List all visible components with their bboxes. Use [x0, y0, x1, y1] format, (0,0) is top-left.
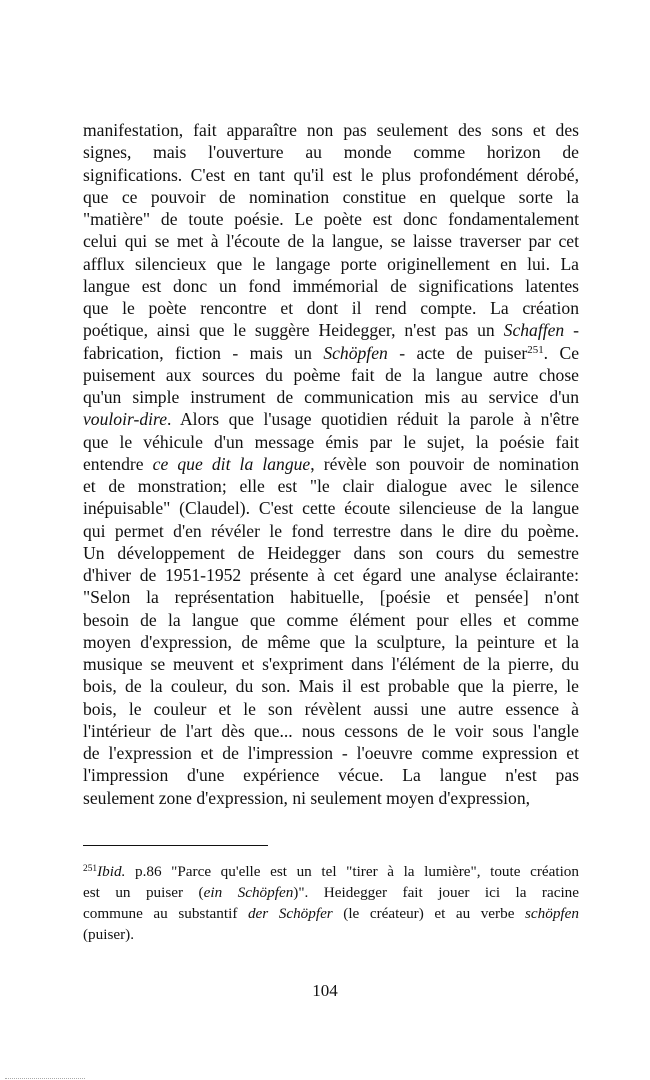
- text-line: [83, 319, 579, 341]
- text-run: musique se meuvent et s'expriment dans l'élément de la pierre, du: [83, 654, 579, 674]
- text-line: [83, 453, 579, 475]
- text-line: [83, 924, 579, 945]
- text-run: signes, mais l'ouverture au monde comme horizon de: [83, 142, 579, 163]
- text-run: langue est donc un fond immémorial de significations latentes: [83, 275, 579, 296]
- text-line: [83, 230, 579, 252]
- text-run: fabrication, fiction - mais un: [83, 342, 324, 363]
- text-run: inépuisable" (Claudel). C'est cette écoute silencieuse de la langue: [83, 498, 579, 519]
- text-run: commune au substantif: [83, 905, 248, 922]
- text-run: puisement aux sources du poème fait de la langue autre chose: [83, 364, 579, 385]
- text-run: seulement zone d'expression, ni seulement moyen d'expression,: [83, 787, 531, 808]
- text-line: [83, 861, 579, 882]
- text-run: - acte de puiser: [387, 342, 528, 363]
- text-run: bois, le couleur et le son révèlent aussi une autre essence à: [83, 698, 579, 719]
- text-run: -: [564, 320, 579, 341]
- italic-text: schöpfen: [525, 905, 579, 922]
- text-run: de l'expression et de l'impression - l'oeuvre comme expression et: [83, 743, 579, 763]
- text-line: [83, 698, 579, 720]
- italic-text: Schöpfen: [323, 342, 388, 363]
- text-line: [83, 342, 579, 364]
- text-run: besoin de la langue que comme élément pour elles et comme: [83, 609, 579, 630]
- text-line: [83, 764, 579, 786]
- page-number: 104: [312, 981, 338, 1000]
- text-run: . Alors que l'usage quotidien réduit la parole à n'être: [167, 409, 579, 430]
- footnote: [83, 861, 579, 945]
- text-line: [83, 475, 579, 497]
- text-run: "Selon la représentation habituelle, [poésie et pensée] n'ont: [83, 587, 579, 608]
- footnote-ref: 251: [527, 343, 544, 356]
- text-run: p.86 "Parce qu'elle est un tel "tirer à la lumière", toute création: [125, 863, 579, 880]
- text-line: [83, 903, 579, 924]
- text-line: [83, 564, 579, 586]
- text-line: [83, 253, 579, 275]
- text-run: Un développement de Heidegger dans son cours du semestre: [83, 542, 579, 563]
- text-line: [83, 609, 579, 631]
- text-run: d'hiver de 1951-1952 présente à cet égard une analyse éclairante:: [83, 565, 579, 585]
- text-line: [83, 520, 579, 542]
- italic-text: vouloir-dire: [83, 409, 168, 430]
- text-run: "matière" de toute poésie. Le poète est donc fondamentalement: [83, 209, 579, 229]
- text-run: bois, de la couleur, du son. Mais il est probable que la pierre, le: [83, 676, 579, 697]
- footnote-ref: 251: [83, 863, 98, 874]
- text-run: (le créateur) et au verbe: [332, 905, 525, 922]
- text-line: [83, 408, 579, 430]
- text-run: , révèle son pouvoir de nomination: [310, 453, 579, 474]
- text-run: que ce pouvoir de nomination constitue en quelque sorte la: [83, 186, 579, 207]
- text-line: [83, 141, 579, 163]
- text-line: [83, 742, 579, 764]
- text-line: [83, 364, 579, 386]
- text-line: [83, 720, 579, 742]
- text-run: significations. C'est en tant qu'il est le plus profondément dérobé,: [83, 164, 579, 185]
- text-run: que le poète rencontre et dont il rend compte. La création: [83, 298, 579, 318]
- text-line: [83, 586, 579, 608]
- text-line: [83, 119, 579, 141]
- body-text: [83, 119, 579, 809]
- text-line: [83, 275, 579, 297]
- text-line: [83, 542, 579, 564]
- text-line: [83, 675, 579, 697]
- text-line: [83, 164, 579, 186]
- text-run: )". Heidegger fait jouer ici la racine: [293, 884, 580, 901]
- text-line: [83, 297, 579, 319]
- text-line: [83, 431, 579, 453]
- text-run: que le véhicule d'un message émis par le sujet, la poésie fait: [83, 431, 579, 452]
- text-line: [83, 653, 579, 675]
- italic-text: der Schöpfer: [247, 905, 333, 922]
- text-line: [83, 787, 579, 809]
- text-run: celui qui se met à l'écoute de la langue, se laisse traverser par cet: [83, 231, 579, 252]
- text-run: (puiser).: [83, 926, 135, 943]
- text-run: est un puiser (: [83, 884, 204, 901]
- italic-text: Ibid.: [97, 863, 126, 880]
- text-run: manifestation, fait apparaître non pas seulement des sons et des: [83, 120, 579, 140]
- footnote-separator: [83, 845, 268, 846]
- text-run: moyen d'expression, de même que la sculpture, la peinture et la: [83, 631, 579, 652]
- text-run: . Ce: [543, 342, 580, 363]
- italic-text: Schaffen: [503, 320, 565, 341]
- scan-artifact: [5, 1078, 85, 1079]
- text-run: l'intérieur de l'art dès que... nous cessons de le voir sous l'angle: [83, 720, 579, 741]
- text-line: [83, 208, 579, 230]
- text-run: et de monstration; elle est "le clair dialogue avec le silence: [83, 476, 579, 496]
- italic-text: ce que dit la langue: [152, 453, 311, 474]
- text-run: poétique, ainsi que le suggère Heidegger, n'est pas un: [83, 320, 504, 341]
- text-run: l'impression d'une expérience vécue. La langue n'est pas: [83, 765, 579, 786]
- text-run: qui permet d'en révéler le fond terrestre dans le dire du poème.: [83, 520, 579, 541]
- text-line: [83, 497, 579, 519]
- text-run: entendre: [83, 453, 153, 474]
- text-run: afflux silencieux que le langage porte originellement en lui. La: [83, 253, 579, 274]
- italic-text: ein Schöpfen: [203, 884, 294, 901]
- text-line: [83, 186, 579, 208]
- text-line: [83, 386, 579, 408]
- text-line: [83, 631, 579, 653]
- text-run: qu'un simple instrument de communication mis au service d'un: [83, 387, 579, 407]
- text-line: [83, 882, 579, 903]
